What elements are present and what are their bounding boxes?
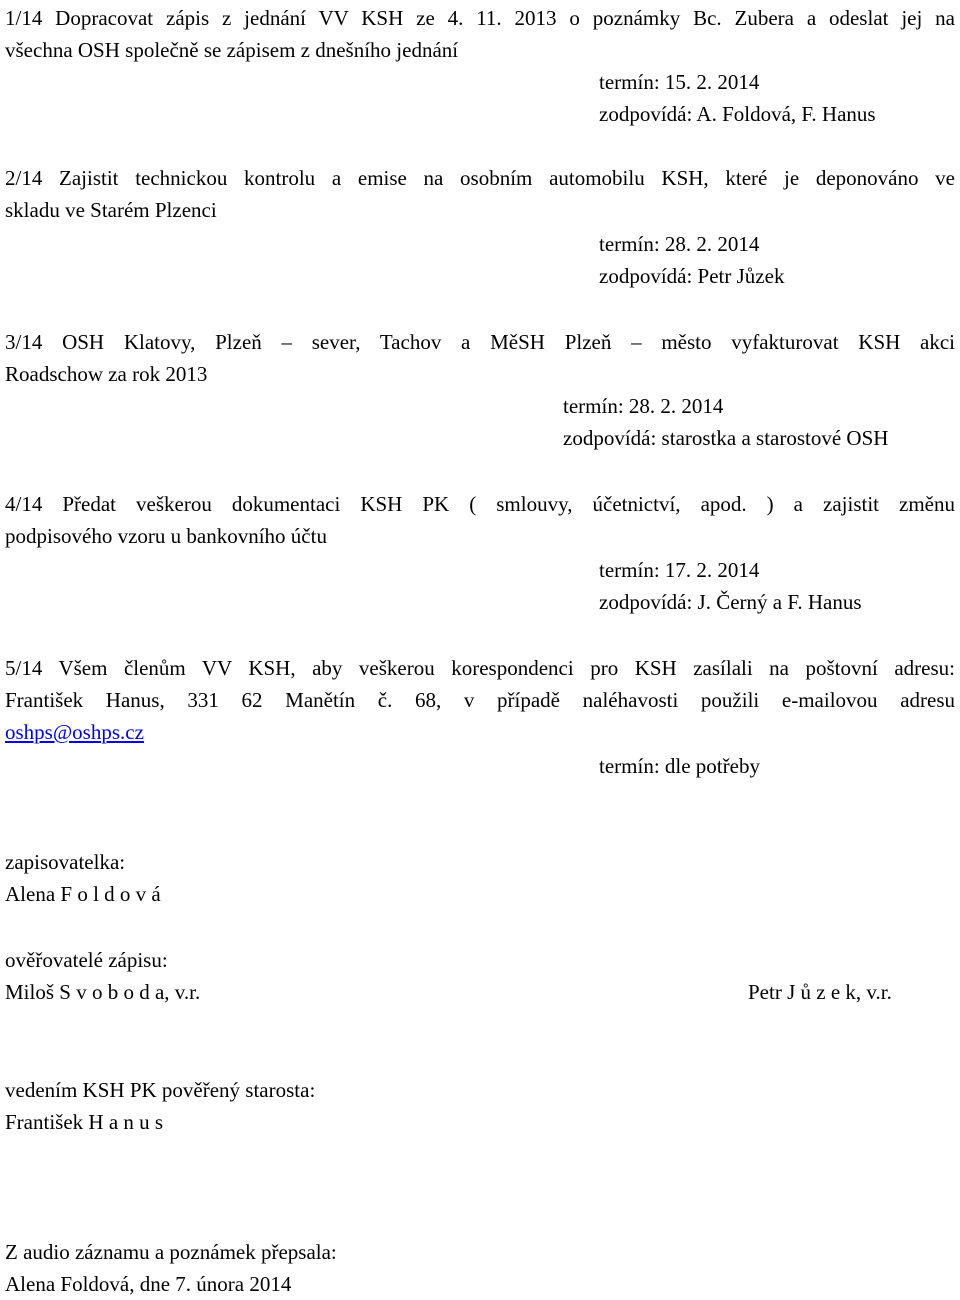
item-2-text-line-2: skladu ve Starém Plzenci — [5, 198, 217, 222]
item-2-text-line-1: 2/14 Zajistit technickou kontrolu a emise na osobním automobilu KSH, které je deponováno ve — [5, 166, 955, 190]
item-5-email-line — [5, 716, 144, 748]
verifier-1-name: Miloš S v o b o d a, v.r. — [5, 980, 201, 1004]
item-5-deadline: termín: dle potřeby — [599, 754, 760, 778]
item-4-responsible: zodpovídá: J. Černý a F. Hanus — [599, 590, 862, 614]
item-5-text-line-2: František Hanus, 331 62 Manětín č. 68, v případě naléhavosti použili e-mailovou adresu — [5, 688, 955, 712]
item-2-deadline: termín: 28. 2. 2014 — [599, 232, 760, 256]
item-4-text-line-1: 4/14 Předat veškerou dokumentaci KSH PK ( smlouvy, účetnictví, apod. ) a zajistit změnu — [5, 492, 955, 516]
chairman-name: František H a n u s — [5, 1110, 164, 1134]
transcribed-by: Alena Foldová, dne 7. února 2014 — [5, 1272, 292, 1296]
item-5-text-line-1: 5/14 Všem členům VV KSH, aby veškerou korespondenci pro KSH zasílali na poštovní adresu: — [5, 656, 955, 680]
item-3-responsible: zodpovídá: starostka a starostové OSH — [563, 426, 889, 450]
recorder-label: zapisovatelka: — [5, 850, 126, 874]
item-3-text-line-1: 3/14 OSH Klatovy, Plzeň – sever, Tachov a MěSH Plzeň – město vyfakturovat KSH akci — [5, 330, 955, 354]
item-3-deadline: termín: 28. 2. 2014 — [563, 394, 724, 418]
item-4-deadline: termín: 17. 2. 2014 — [599, 558, 760, 582]
item-1-responsible: zodpovídá: A. Foldová, F. Hanus — [599, 102, 876, 126]
item-3-text-line-2: Roadschow za rok 2013 — [5, 362, 208, 386]
item-1-text-line-1: 1/14 Dopracovat zápis z jednání VV KSH ze 4. 11. 2013 o poznámky Bc. Zubera a odeslat jej na — [5, 6, 955, 30]
verifiers-label: ověřovatelé zápisu: — [5, 948, 168, 972]
email-link[interactable]: oshps@oshps.cz — [5, 720, 144, 744]
transcribed-label: Z audio záznamu a poznámek přepsala: — [5, 1240, 337, 1264]
chairman-label: vedením KSH PK pověřený starosta: — [5, 1078, 316, 1102]
item-2-responsible: zodpovídá: Petr Jůzek — [599, 264, 785, 288]
item-1-text-line-2: všechna OSH společně se zápisem z dnešního jednání — [5, 38, 459, 62]
recorder-name: Alena F o l d o v á — [5, 882, 161, 906]
item-1-deadline: termín: 15. 2. 2014 — [599, 70, 760, 94]
verifier-2-name: Petr J ů z e k, v.r. — [748, 980, 892, 1004]
item-4-text-line-2: podpisového vzoru u bankovního účtu — [5, 524, 327, 548]
